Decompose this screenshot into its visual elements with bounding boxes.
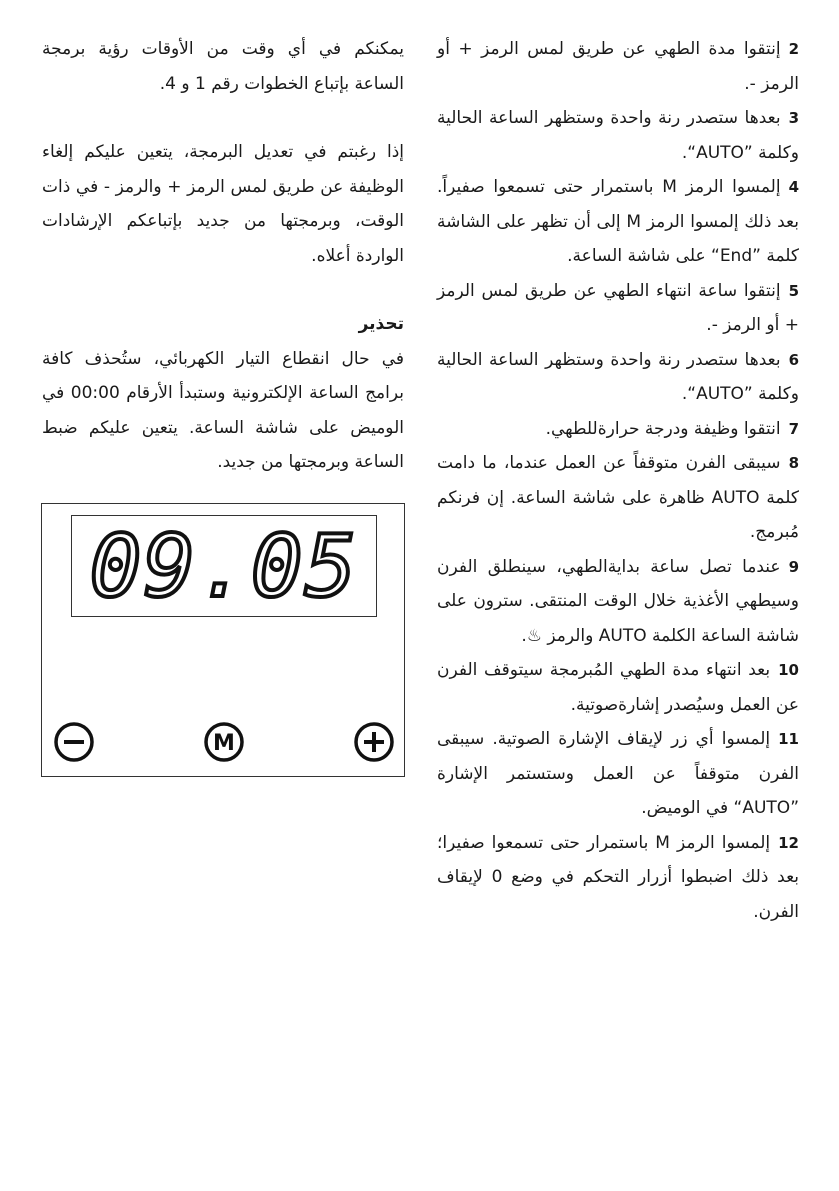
m-circle-icon — [203, 721, 245, 763]
instruction-step — [437, 32, 799, 101]
m-button[interactable] — [203, 721, 245, 763]
step-text: إلمسوا الرمز M باستمرار حتى تسمعوا صفيرا؛ بعد ذلك اضبطوا أزرار التحكم في وضع 0 لإيقاف الفرن. — [437, 832, 800, 922]
step-text: سيبقى الفرن متوقفاً عن العمل عندما، ما دامت كلمة AUTO ظاهرة على شاشة الساعة. إن فرنكم مُبرمج. — [437, 453, 799, 542]
step-number: 9 — [788, 557, 799, 576]
step-number: 2 — [788, 40, 799, 58]
plus-button[interactable] — [353, 721, 395, 763]
instruction-step — [437, 826, 799, 930]
clock-display-value: 09.05 — [89, 517, 359, 617]
step-number: 7 — [788, 419, 799, 438]
clock-control-panel — [41, 503, 405, 777]
step-text: إنتقوا مدة الطهي عن طريق لمس الرمز + أو الرمز -. — [437, 39, 799, 94]
instruction-step — [437, 412, 799, 447]
instruction-step — [437, 653, 799, 722]
steps-column — [437, 32, 799, 929]
step-text: بعدها ستصدر رنة واحدة وستظهر الساعة الحالية وكلمة ”AUTO“. — [437, 108, 799, 163]
step-text: بعد انتهاء مدة الطهي المُبرمجة سيتوقف الفرن عن العمل وسيُصدر إشارةصوتية. — [437, 660, 799, 715]
plus-circle-icon — [353, 721, 395, 763]
minus-button[interactable] — [53, 721, 95, 763]
warning-text: في حال انقطاع التيار الكهربائي، ستُحذف كافة برامج الساعة الإلكترونية وستبدأ الأرقام 00:00 في الوميض على شاشة الساعة. يتعين عليكم ضبط الساعة وبرمجتها من جديد. — [42, 348, 404, 472]
instruction-step — [437, 722, 799, 826]
step-number: 8 — [788, 454, 799, 472]
minus-circle-icon — [53, 721, 95, 763]
instruction-step — [437, 170, 799, 274]
instruction-step — [437, 343, 799, 412]
step-text: بعدها ستصدر رنة واحدة وستظهر الساعة الحالية وكلمة ”AUTO“. — [437, 349, 799, 404]
step-number: 12 — [778, 833, 799, 852]
clock-digits — [89, 517, 359, 617]
step-number: 3 — [788, 109, 799, 127]
step-number: 4 — [788, 178, 800, 196]
notes-column — [42, 32, 404, 480]
warning-title: تحذير — [358, 314, 404, 334]
instruction-step — [437, 101, 799, 170]
modify-program-note: إذا رغبتم في تعديل البرمجة، يتعين عليكم إلغاء الوظيفة عن طريق لمس الرمز + والرمز - في ذات الوقت، وبرمجتها من جديد بإتباعكم الإرشادات الواردة أعلاه. — [42, 142, 404, 266]
instruction-step — [437, 274, 799, 343]
m-button-label: M — [213, 731, 235, 756]
step-text: عندما تصل ساعة بدايةالطهي، سينطلق الفرن وسيطهي الأغذية خلال الوقت المنتقى. سترون على شاشة الساعة الكلمة AUTO والرمز ♨. — [437, 556, 799, 646]
instruction-step — [437, 550, 799, 654]
step-number: 11 — [778, 730, 799, 748]
step-number: 10 — [778, 661, 799, 679]
step-number: 5 — [788, 281, 799, 300]
step-text: إلمسوا أي زر لإيقاف الإشارة الصوتية. سيبقى الفرن متوقفاً عن العمل وستستمر الإشارة ”AUTO“ في الوميض. — [437, 729, 799, 818]
clock-display — [71, 515, 377, 617]
instruction-step — [437, 446, 799, 550]
view-program-note: يمكنكم في أي وقت من الأوقات رؤية برمجة الساعة بإتباع الخطوات رقم 1 و 4. — [42, 39, 404, 94]
step-text: انتقوا وظيفة ودرجة حرارةللطهي. — [545, 418, 781, 439]
step-number: 6 — [788, 350, 799, 369]
step-text: إلمسوا الرمز M باستمرار حتى تسمعوا صفيراً. بعد ذلك إلمسوا الرمز M إلى أن تظهر على الشاشة كلمة ”End“ على شاشة الساعة. — [437, 177, 799, 266]
step-text: إنتقوا ساعة انتهاء الطهي عن طريق لمس الرمز + أو الرمز -. — [437, 280, 799, 335]
